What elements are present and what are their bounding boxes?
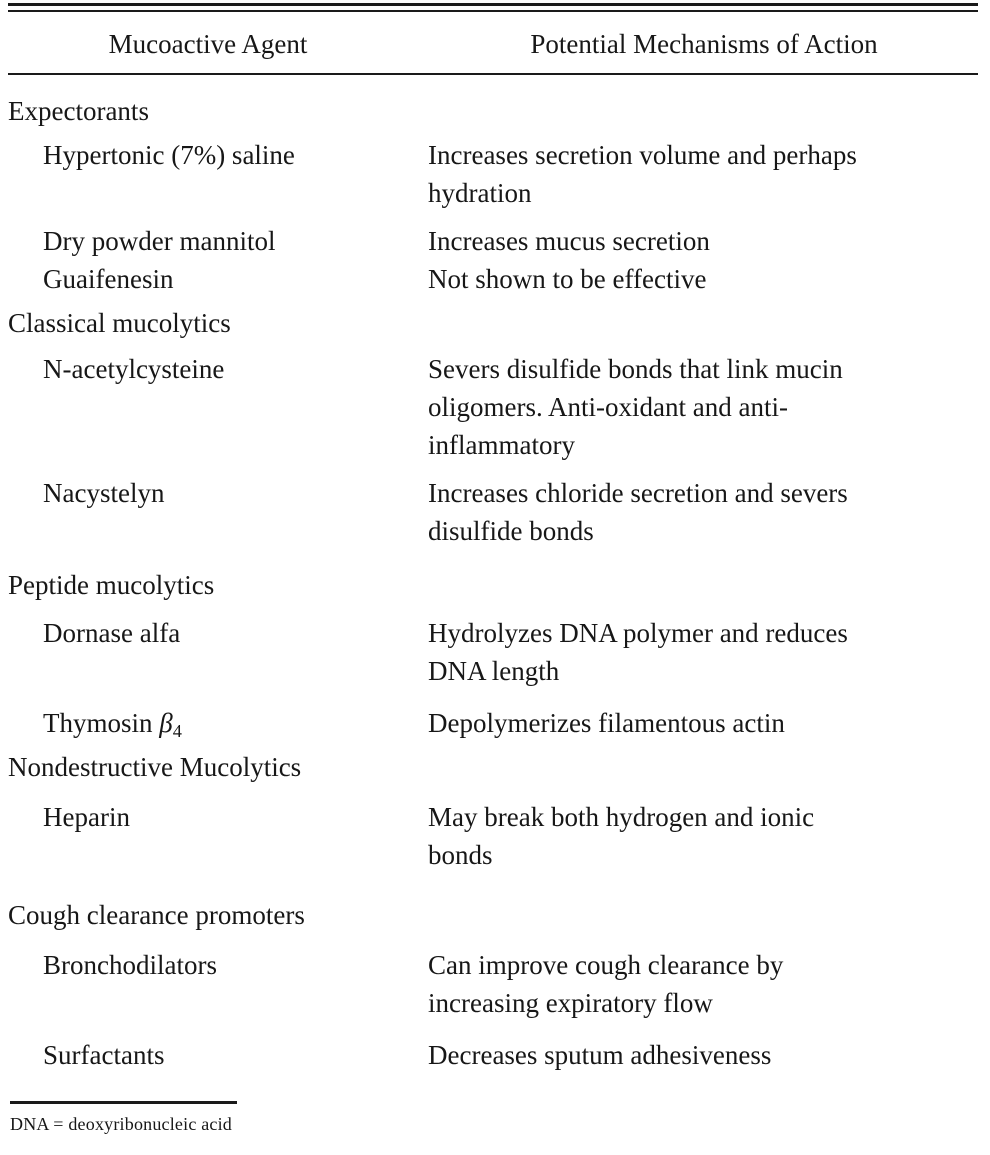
- mechanism-line: inflammatory: [428, 430, 575, 460]
- mechanism-description: [428, 614, 978, 690]
- agent-name: Nacystelyn: [43, 478, 165, 508]
- column-header-potential-mechanisms: Potential Mechanisms of Action: [530, 29, 878, 59]
- table-header-rule: [8, 73, 978, 75]
- agent-group-label: Peptide mucolytics: [8, 570, 215, 600]
- agent-name: Thymosin $\beta_4$: [43, 708, 182, 742]
- footnote-rule: [10, 1101, 237, 1104]
- table-row: [0, 136, 990, 212]
- mechanism-line: Depolymerizes filamentous actin: [428, 708, 785, 738]
- agent-group-label: Classical mucolytics: [8, 308, 231, 338]
- agent-name: Dry powder mannitol: [43, 226, 276, 256]
- table-row: [0, 704, 990, 742]
- beta-symbol: $\beta_4$: [159, 708, 182, 742]
- agent-group-label: Nondestructive Mucolytics: [8, 752, 302, 782]
- mechanism-line: hydration: [428, 178, 532, 208]
- mechanism-description: [428, 260, 978, 298]
- agent-name: Guaifenesin: [43, 264, 174, 294]
- table-body: [0, 92, 990, 1074]
- mechanism-description: [428, 136, 978, 212]
- table-row: [0, 474, 990, 550]
- table-group-row: [0, 304, 990, 342]
- table-group-row: [0, 566, 990, 604]
- mechanism-description: [428, 350, 978, 464]
- mechanism-description: [428, 92, 978, 130]
- table-group-row: [0, 92, 990, 130]
- mechanism-description: [428, 566, 978, 604]
- agent-name: Dornase alfa: [43, 618, 181, 648]
- agent-name: Heparin: [43, 802, 130, 832]
- mechanism-line: Increases chloride secretion and severs: [428, 478, 848, 508]
- mechanism-description: [428, 896, 978, 934]
- table-row: [0, 1036, 990, 1074]
- agent-name: N-acetylcysteine: [43, 354, 225, 384]
- mechanism-description: [428, 222, 978, 260]
- table-group-row: [0, 748, 990, 786]
- mechanism-line: Can improve cough clearance by: [428, 950, 784, 980]
- mechanism-line: oligomers. Anti-oxidant and anti-: [428, 392, 788, 422]
- mechanism-line: increasing expiratory flow: [428, 988, 713, 1018]
- table-top-rule-inner: [8, 10, 978, 12]
- mechanism-line: Decreases sputum adhesiveness: [428, 1040, 772, 1070]
- agent-group-label: Cough clearance promoters: [8, 900, 305, 930]
- mechanism-line: disulfide bonds: [428, 516, 594, 546]
- mechanism-line: Severs disulfide bonds that link mucin: [428, 354, 843, 384]
- mechanism-line: Hydrolyzes DNA polymer and reduces: [428, 618, 848, 648]
- footnote-text: DNA = deoxyribonucleic acid: [10, 1114, 232, 1134]
- table-top-rule-outer: [8, 3, 978, 6]
- table-row: [0, 614, 990, 690]
- mechanism-line: Increases secretion volume and perhaps: [428, 140, 857, 170]
- column-header-mucoactive-agent: Mucoactive Agent: [108, 29, 308, 59]
- beta-subscript: 4: [172, 721, 182, 742]
- table-row: [0, 222, 990, 260]
- agent-name: Hypertonic (7%) saline: [43, 140, 295, 170]
- agent-name: Bronchodilators: [43, 950, 217, 980]
- table-row: [0, 350, 990, 464]
- table-header-row: [0, 24, 990, 68]
- mechanism-line: Increases mucus secretion: [428, 226, 710, 256]
- mechanism-description: [428, 474, 978, 550]
- table-row: [0, 798, 990, 874]
- mechanism-description: [428, 798, 978, 874]
- table-group-row: [0, 896, 990, 934]
- mechanism-line: Not shown to be effective: [428, 264, 707, 294]
- mechanism-line: bonds: [428, 840, 493, 870]
- mechanism-line: DNA length: [428, 656, 560, 686]
- mechanism-line: May break both hydrogen and ionic: [428, 802, 815, 832]
- mechanism-description: [428, 946, 978, 1022]
- agent-group-label: Expectorants: [8, 96, 149, 126]
- mechanism-description: [428, 1036, 978, 1074]
- mechanism-description: [428, 748, 978, 786]
- mechanism-description: [428, 304, 978, 342]
- mechanism-description: [428, 704, 978, 742]
- agent-name: Surfactants: [43, 1040, 165, 1070]
- table-row: [0, 260, 990, 298]
- table-row: [0, 946, 990, 1022]
